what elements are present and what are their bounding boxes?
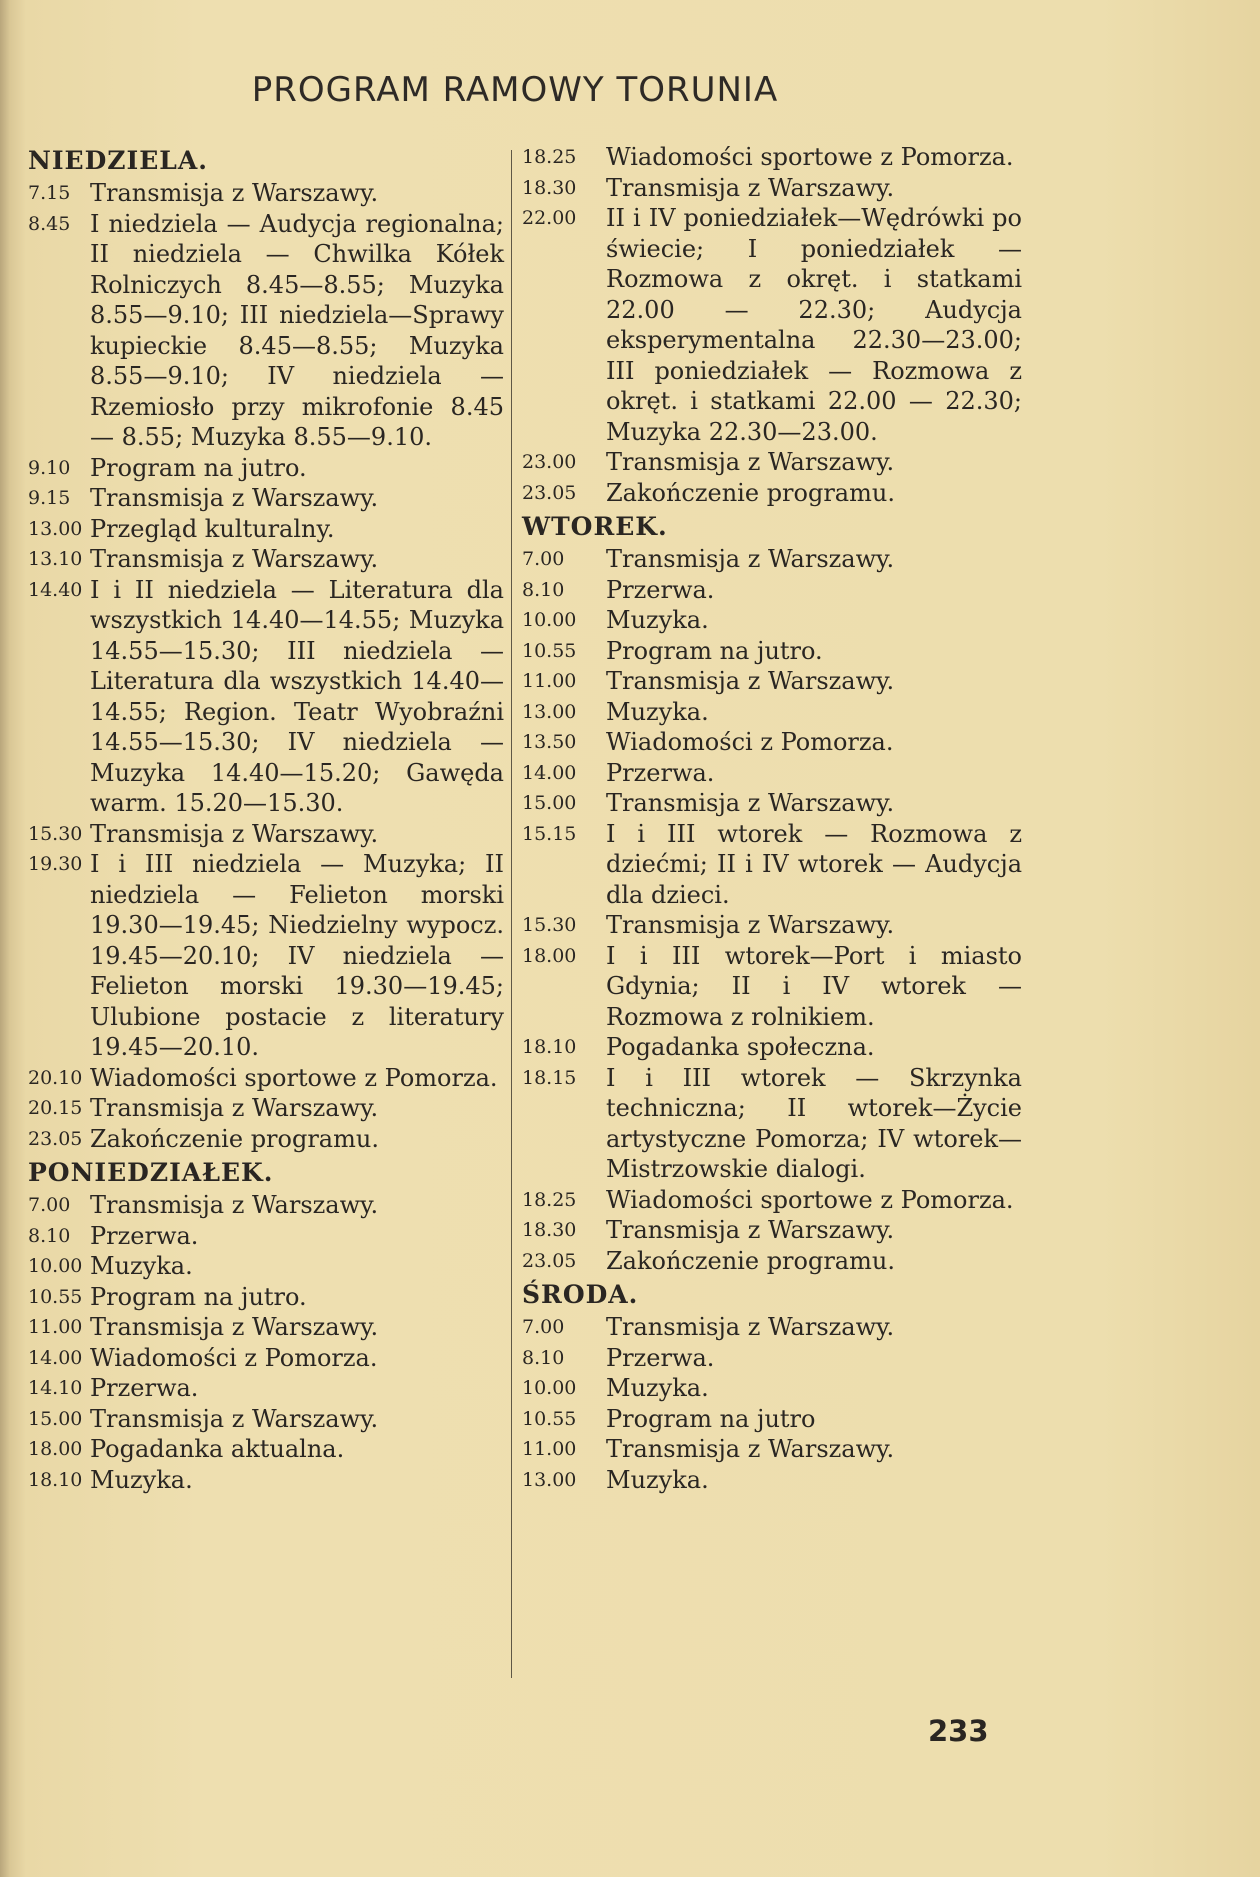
entry-text: Wiadomości sportowe z Pomorza. [606, 1185, 1014, 1214]
entry-text: Transmisja z Warszawy. [606, 667, 895, 695]
schedule-entry [522, 1032, 1022, 1063]
schedule-entry [28, 1404, 504, 1435]
schedule-entry [522, 1246, 1022, 1277]
entry-text: Muzyka. [606, 697, 709, 726]
entry-text: Zakończenie programu. [606, 1246, 895, 1275]
schedule-entry [522, 173, 1022, 204]
entry-text: Muzyka. [606, 1374, 709, 1402]
entry-text: I i III wtorek—Port i miasto Gdynia; II i IV wtorek — Rozmowa z rolnikiem. [606, 941, 1022, 1031]
entry-text: Transmisja z Warszawy. [606, 911, 895, 939]
schedule-entry [522, 636, 1022, 667]
schedule-entry [522, 666, 1022, 697]
entry-time: 10.55 [28, 1285, 83, 1308]
entry-time: 7.00 [522, 1316, 565, 1338]
entry-time: 18.25 [522, 1188, 577, 1211]
entry-time: 9.10 [28, 456, 71, 479]
entry-text: Przerwa. [90, 1221, 199, 1250]
entry-time: 13.00 [522, 1468, 577, 1491]
entry-time: 10.00 [522, 1377, 577, 1399]
right-column [522, 142, 1022, 1495]
entry-time: 8.10 [28, 1224, 71, 1247]
entry-time: 18.25 [522, 146, 577, 168]
entry-text: Przegląd kulturalny. [90, 514, 335, 543]
schedule-entry [28, 1434, 504, 1465]
entry-text: I niedziela — Audycja regionalna; II niedziela — Chwilka Kółek Rolniczych 8.45—8.55; Muzyka 8.55—9.10; III niedziela—Sprawy kupieckie 8.45—8.55; Muzyka 8.55—9.10; IV niedziela — Rzemiosło przy mikrofonie 8.45 — 8.55; Muzyka 8.55—9.10. [90, 209, 504, 451]
entry-text: Przerwa. [606, 575, 715, 604]
schedule-entry [522, 910, 1022, 941]
entry-time: 11.00 [522, 670, 577, 692]
entry-time: 7.00 [522, 548, 565, 570]
entry-text: Muzyka. [606, 606, 709, 634]
schedule-entry [28, 1282, 504, 1313]
schedule-entry [522, 544, 1022, 575]
schedule-entry [28, 544, 504, 575]
entry-time: 9.15 [28, 487, 71, 509]
day-heading: WTOREK. [522, 512, 668, 541]
entry-text: Program na jutro. [90, 1282, 307, 1311]
schedule-entry [28, 1124, 504, 1155]
entry-time: 18.00 [28, 1438, 83, 1460]
entry-time: 15.30 [522, 914, 577, 936]
schedule-entry [522, 478, 1022, 509]
schedule-entry [522, 1404, 1022, 1435]
entry-text: Wiadomości sportowe z Pomorza. [90, 1063, 498, 1092]
schedule-entry [522, 1215, 1022, 1246]
entry-time: 15.00 [522, 792, 577, 814]
entry-text: Program na jutro [606, 1404, 816, 1433]
schedule-entry [28, 178, 504, 209]
entry-time: 14.00 [28, 1346, 83, 1369]
schedule-entry [522, 758, 1022, 789]
entry-text: Transmisja z Warszawy. [90, 1404, 379, 1433]
left-column [28, 142, 504, 1495]
entry-text: Pogadanka społeczna. [606, 1033, 875, 1061]
entry-text: Transmisja z Warszawy. [606, 1216, 895, 1244]
entry-text: Transmisja z Warszawy. [90, 1191, 379, 1219]
entry-time: 10.00 [522, 609, 577, 631]
entry-time: 10.55 [522, 639, 577, 662]
schedule-entry [522, 819, 1022, 911]
entry-text: Transmisja z Warszawy. [606, 448, 895, 476]
schedule-entry [522, 1063, 1022, 1185]
entry-text: Transmisja z Warszawy. [606, 173, 895, 202]
entry-text: Przerwa. [606, 758, 715, 787]
schedule-entry [28, 514, 504, 545]
entry-time: 8.10 [522, 1346, 565, 1369]
schedule-entry [522, 1465, 1022, 1496]
entry-time: 20.10 [28, 1066, 83, 1089]
entry-time: 11.00 [28, 1316, 83, 1338]
entry-time: 22.00 [522, 207, 577, 229]
schedule-entry [522, 203, 1022, 447]
day-heading: ŚRODA. [522, 1280, 639, 1309]
schedule-entry [28, 1190, 504, 1221]
schedule-entry [28, 1465, 504, 1496]
entry-text: I i III wtorek — Rozmowa z dziećmi; II i IV wtorek — Audycja dla dzieci. [606, 819, 1022, 909]
entry-text: Wiadomości z Pomorza. [606, 728, 894, 756]
entry-text: Transmisja z Warszawy. [90, 179, 379, 207]
entry-time: 10.00 [28, 1255, 83, 1277]
entry-time: 15.30 [28, 822, 83, 845]
entry-text: Przerwa. [90, 1374, 199, 1402]
entry-time: 18.00 [522, 944, 577, 967]
page-title: PROGRAM RAMOWY TORUNIA [251, 70, 779, 110]
schedule-entry [28, 1063, 504, 1094]
entry-time: 13.00 [522, 700, 577, 723]
entry-text: Przerwa. [606, 1343, 715, 1372]
entry-text: Wiadomości z Pomorza. [90, 1343, 378, 1372]
schedule-entry [522, 142, 1022, 173]
schedule-entry [28, 1373, 504, 1404]
entry-text: Transmisja z Warszawy. [90, 1094, 379, 1122]
entry-time: 14.40 [28, 578, 83, 601]
day-heading: NIEDZIELA. [28, 146, 208, 175]
column-divider [511, 150, 512, 1678]
entry-text: II i IV poniedziałek—Wędrówki po świecie; I poniedziałek — Rozmowa z okręt. i statkami 22.00 — 22.30; Audycja eksperymentalna 22.30—23.00; III poniedziałek — Rozmowa z okręt. i statkami 22.00 — 22.30; Muzyka 22.30—23.00. [606, 204, 1022, 446]
schedule-entry [28, 1343, 504, 1374]
entry-time: 18.30 [522, 1219, 577, 1241]
entry-time: 7.00 [28, 1194, 71, 1216]
schedule-entry [28, 209, 504, 453]
entry-time: 18.10 [28, 1468, 83, 1491]
page-number: 233 [928, 1714, 989, 1748]
entry-time: 15.00 [28, 1407, 83, 1430]
schedule-entry [522, 1185, 1022, 1216]
schedule-entry [28, 453, 504, 484]
entry-time: 18.15 [522, 1066, 577, 1089]
entry-text: Pogadanka aktualna. [90, 1435, 345, 1463]
entry-text: I i II niedziela — Literatura dla wszystkich 14.40—14.55; Muzyka 14.55—15.30; III niedziela — Literatura dla wszystkich 14.40—14.55; Region. Teatr Wyobraźni 14.55—15.30; IV niedziela — Muzyka 14.40—15.20; Gawęda warm. 15.20—15.30. [90, 575, 504, 817]
entry-text: Transmisja z Warszawy. [90, 819, 379, 848]
entry-text: Wiadomości sportowe z Pomorza. [606, 143, 1014, 171]
entry-text: Program na jutro. [606, 636, 823, 665]
schedule-entry [522, 941, 1022, 1033]
schedule-entry [28, 1312, 504, 1343]
entry-time: 19.30 [28, 853, 83, 875]
entry-text: Transmisja z Warszawy. [606, 1313, 895, 1341]
entry-time: 7.15 [28, 182, 71, 204]
schedule-entry [522, 727, 1022, 758]
entry-time: 20.15 [28, 1097, 83, 1119]
schedule-entry [28, 483, 504, 514]
entry-time: 18.30 [522, 176, 577, 199]
entry-time: 18.10 [522, 1036, 577, 1058]
entry-text: Transmisja z Warszawy. [606, 789, 895, 817]
entry-text: Muzyka. [90, 1252, 193, 1280]
entry-time: 23.05 [522, 481, 577, 504]
entry-time: 13.50 [522, 731, 577, 753]
schedule-entry [28, 819, 504, 850]
entry-time: 11.00 [522, 1438, 577, 1460]
entry-text: I i III niedziela — Muzyka; II niedziela — Felieton morski 19.30—19.45; Niedzielny wypocz. 19.45—20.10; IV niedziela — Felieton morski 19.30—19.45; Ulubione postacie z literatury 19.45—20.10. [90, 850, 504, 1061]
entry-time: 13.10 [28, 548, 83, 570]
entry-time: 10.55 [522, 1407, 577, 1430]
entry-time: 23.00 [522, 451, 577, 473]
schedule-entry [522, 697, 1022, 728]
entry-time: 8.10 [522, 578, 565, 601]
entry-time: 8.45 [28, 212, 71, 235]
schedule-entry [522, 1434, 1022, 1465]
entry-text: Muzyka. [90, 1465, 193, 1494]
entry-time: 14.00 [522, 761, 577, 784]
entry-text: Program na jutro. [90, 453, 307, 482]
schedule-entry [28, 849, 504, 1063]
entry-text: Zakończenie programu. [90, 1124, 379, 1153]
entry-text: Transmisja z Warszawy. [90, 1313, 379, 1341]
day-heading: PONIEDZIAŁEK. [28, 1158, 274, 1187]
schedule-entry [522, 575, 1022, 606]
entry-time: 15.15 [522, 822, 577, 845]
entry-text: Transmisja z Warszawy. [90, 484, 379, 512]
schedule-entry [28, 1251, 504, 1282]
schedule-entry [522, 605, 1022, 636]
entry-text: Zakończenie programu. [606, 478, 895, 507]
entry-time: 14.10 [28, 1377, 83, 1399]
schedule-entry [522, 788, 1022, 819]
entry-text: I i III wtorek — Skrzynka techniczna; II wtorek—Życie artystyczne Pomorza; IV wtorek—Mistrzowskie dialogi. [606, 1063, 1022, 1183]
entry-text: Transmisja z Warszawy. [90, 545, 379, 573]
schedule-entry [28, 575, 504, 819]
entry-time: 13.00 [28, 517, 83, 540]
entry-time: 23.05 [522, 1249, 577, 1272]
schedule-entry [522, 1373, 1022, 1404]
schedule-entry [522, 1343, 1022, 1374]
schedule-entry [522, 1312, 1022, 1343]
schedule-entry [522, 447, 1022, 478]
entry-text: Transmisja z Warszawy. [606, 1435, 895, 1463]
entry-text: Transmisja z Warszawy. [606, 545, 895, 573]
schedule-entry [28, 1093, 504, 1124]
entry-time: 23.05 [28, 1127, 83, 1150]
entry-text: Muzyka. [606, 1465, 709, 1494]
schedule-entry [28, 1221, 504, 1252]
